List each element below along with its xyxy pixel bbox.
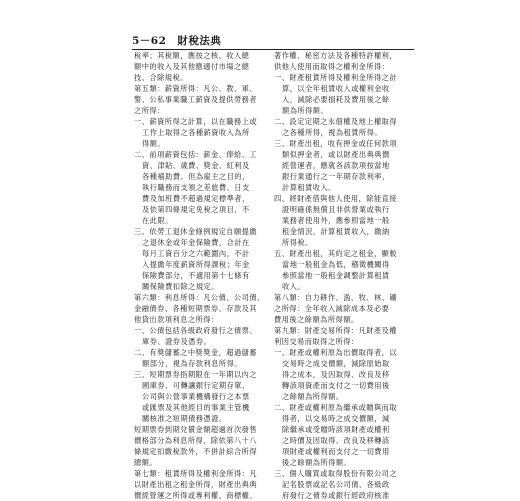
right-text-column	[274, 50, 410, 501]
text-line: 二、有獎儲蓄之中獎獎金，超過儲蓄	[134, 348, 258, 357]
text-line: 三、財產出租，收有押金或任何款項	[274, 139, 398, 148]
text-line: 一、公債包括各級政府發行之債票、	[134, 326, 258, 335]
text-line: 額部分，視為存款利息所得。	[142, 359, 242, 368]
text-line: 之時價及因取得、改良及移轉該	[282, 436, 390, 445]
text-line: 三、依勞工退休金條例規定自願提繳	[134, 227, 258, 236]
text-line: 資、津貼、歲費、獎金、紅利及	[142, 161, 250, 170]
text-line: 銀行業通行之一年期存款利率，	[282, 172, 390, 181]
running-header	[132, 33, 414, 50]
text-line: 或匯票及其他經目的事業主管機	[142, 403, 250, 412]
text-line: 證明確係無償且非供營業或執行	[282, 205, 390, 214]
text-line: 額為所得額。	[282, 106, 329, 115]
text-line: 之退休金或年金保險費，合計在	[142, 238, 250, 247]
text-line: 以財產出租之租金所得，財產出典典	[134, 480, 258, 489]
left-text-column	[134, 50, 268, 501]
text-line: 項財產或權利而支付之一切費用	[282, 447, 390, 456]
text-line: 條規定扣繳稅款外，不併計綜合所得	[134, 447, 258, 456]
text-line: 一、財產租賃所得及權利金所得之計	[274, 73, 398, 82]
text-line: 他貸出款項利息之所得：	[134, 315, 219, 324]
text-line: 五、財產出租，其約定之租金，顯較	[274, 249, 398, 258]
text-line: 記名股票或記名公司債、各級政	[282, 480, 390, 489]
text-line: 第五類：薪資所得：凡公、教、軍、	[134, 84, 258, 93]
text-line: 警、公私事業職工薪資及提供勞務者	[134, 95, 258, 104]
text-line: 國庫券、可轉讓銀行定期存單、	[142, 381, 250, 390]
text-line: 價格部分為利息所得，除依第八十八	[134, 436, 258, 445]
text-line: 計算租賃收入。	[282, 183, 336, 192]
text-line: 稅率；其稅額，應按之核、收入總	[134, 51, 250, 60]
text-line: 二、財產或權利原為繼承或贈與而取	[274, 403, 398, 412]
text-line: 參照當地一般租金調整計算租賃	[282, 271, 390, 280]
text-line: 入提繳年度薪資所得課稅；年金	[142, 260, 250, 269]
text-line: 之所得：	[134, 106, 165, 115]
text-line: 技、合除規稅。	[134, 73, 188, 82]
text-line: 算，以全年租賃收入或權利金收	[282, 84, 390, 93]
text-line: 額中的收入及其他應適付市場之總	[134, 62, 250, 71]
text-line: 得額。	[142, 139, 166, 148]
text-line: 工作上取得之各種薪資收入為所	[142, 128, 250, 137]
text-line: 總額。	[134, 458, 158, 467]
text-line: 第七類：租賃所得及權利金所得：凡	[134, 469, 258, 478]
text-line: 利因交易而取得之所得：	[274, 337, 359, 346]
text-line: 之餘額為所得額。	[282, 392, 344, 401]
text-line: 一、薪資所得之計算，以在職務上或	[134, 117, 258, 126]
text-line: 及依第四條規定免稅之項目，不	[142, 205, 250, 214]
text-line: 三、個人購買或取得股份有限公司之	[274, 469, 398, 478]
text-line: 得之成本，及因取得、改良及移	[282, 370, 390, 379]
text-line: 短期票券到期兌償金額超過首次發售	[134, 425, 258, 434]
text-line: 之各種所得，視為租賃所得。	[282, 128, 382, 137]
text-line: 關保險費扣除之規定。	[142, 282, 219, 291]
text-line: 金融債券、各種短期票券、存款及其	[134, 304, 258, 313]
page-number-and-book-title: 5－62 財稅法典	[132, 35, 222, 47]
text-line: 入，減除必要損耗及費用後之餘	[282, 95, 390, 104]
text-line: 庫券、證券及憑券。	[142, 337, 212, 346]
text-line: 收入。	[282, 282, 306, 291]
text-line: 著作權、秘密方法及各種特許權利，	[274, 51, 398, 60]
text-line: 供他人使用而取得之權利金所得：	[274, 62, 390, 71]
text-line: 府發行之債券或銀行經政府核准	[282, 491, 390, 500]
text-line: 費用後之餘額為所得額。	[274, 315, 359, 324]
text-line: 執行職務而支領之差旅費、日支	[142, 183, 250, 192]
text-line: 類似押金者，或以財產出典典價	[282, 150, 390, 159]
text-line: 二、設定定期之永佃權及地上權取得	[274, 117, 398, 126]
text-line: 二、前項薪資包括：薪金、俸給、工	[134, 150, 258, 159]
text-line: 經營運者，應就各該款項按當地	[282, 161, 390, 170]
text-line: 所得稅。	[282, 238, 313, 247]
text-line: 公司與公營事業機構發行之本票	[142, 392, 250, 401]
text-line: 關核准之短期債務憑證。	[142, 414, 227, 423]
text-line: 業務者使用外，應參照當地一般	[282, 216, 390, 225]
text-line: 在此限。	[142, 216, 173, 225]
text-line: 當地一般租金為低，稽徵機關得	[282, 260, 390, 269]
text-line: 保險費部分，不適用第十七條有	[142, 271, 250, 280]
text-line: 三、短期票券指期限在一年期以內之	[134, 370, 258, 379]
text-line: 每月工資百分之六範圍內，不計	[142, 249, 250, 258]
text-line: 租金情況，計算租賃收入，繳納	[282, 227, 390, 236]
text-line: 轉該項資產而支付之一切費用後	[282, 381, 390, 390]
text-line: 費及加班費不超過規定標準者，	[142, 194, 250, 203]
text-line: 第六類：利息所得：凡公債、公司債、	[134, 293, 265, 302]
text-line: 除繼承或受贈時該項財產或權利	[282, 425, 390, 434]
text-line: 第九類：財產交易所得：凡財產及權	[274, 326, 398, 335]
text-line: 各種補助費。但為雇主之目的，	[142, 172, 250, 181]
text-line: 一、財產或權利原為出價取得者，以	[274, 348, 398, 357]
text-line: 四、將財產借與他人使用，除能直接	[274, 194, 398, 203]
text-line: 後之餘額為所得額。	[282, 458, 352, 467]
text-line: 第八類：自力耕作、漁、牧、林、礦	[274, 293, 398, 302]
text-line: 交易時之成交價額，減除原始取	[282, 359, 390, 368]
text-line: 價經營運之所得或專利權、商標權、	[134, 491, 258, 500]
text-line: 得者，以交易時之成交價額，減	[282, 414, 390, 423]
text-line: 之所得：全年收入減除成本及必要	[274, 304, 390, 313]
